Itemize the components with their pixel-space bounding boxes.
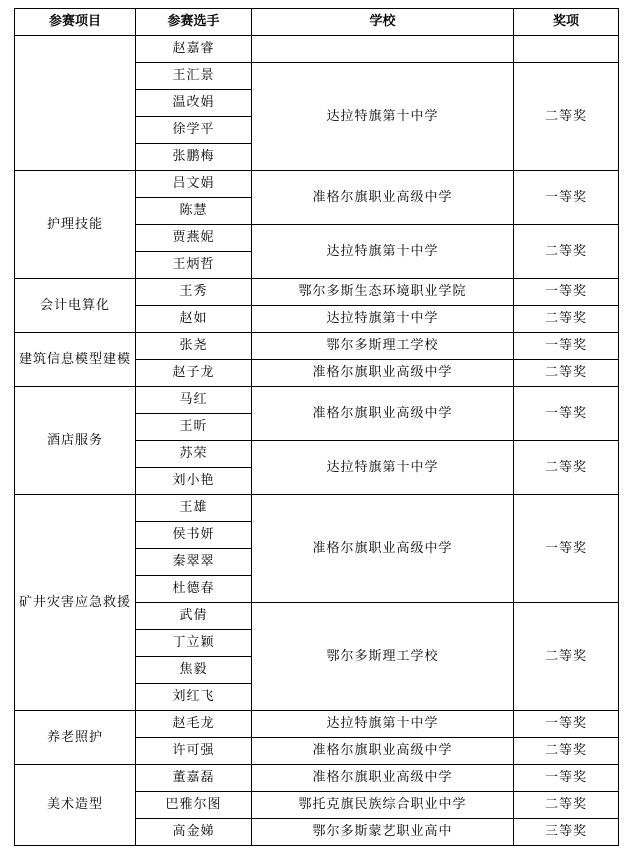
- award-cell: 一等奖: [514, 711, 619, 738]
- player-cell: 刘红飞: [136, 684, 252, 711]
- player-cell: 董嘉磊: [136, 765, 252, 792]
- school-cell: 达拉特旗第十中学: [252, 306, 514, 333]
- table-row: [15, 765, 619, 792]
- award-cell: 二等奖: [514, 360, 619, 387]
- event-cell: 养老照护: [15, 711, 136, 765]
- school-cell: 鄂尔多斯理工学校: [252, 603, 514, 711]
- award-cell: 二等奖: [514, 738, 619, 765]
- player-cell: 贾燕妮: [136, 225, 252, 252]
- player-cell: 杜德春: [136, 576, 252, 603]
- player-cell: 吕文娟: [136, 171, 252, 198]
- player-cell: 赵如: [136, 306, 252, 333]
- table-row: [15, 333, 619, 360]
- award-cell: 二等奖: [514, 63, 619, 171]
- player-cell: 王秀: [136, 279, 252, 306]
- header-school: 学校: [252, 9, 514, 36]
- player-cell: 丁立颖: [136, 630, 252, 657]
- player-cell: 武倩: [136, 603, 252, 630]
- award-cell: 一等奖: [514, 765, 619, 792]
- table-row: [15, 171, 619, 198]
- player-cell: 徐学平: [136, 117, 252, 144]
- award-cell: 一等奖: [514, 387, 619, 441]
- award-cell: 二等奖: [514, 441, 619, 495]
- school-cell: 准格尔旗职业高级中学: [252, 360, 514, 387]
- school-cell: 达拉特旗第十中学: [252, 711, 514, 738]
- school-cell: [252, 36, 514, 63]
- award-cell: 二等奖: [514, 792, 619, 819]
- player-cell: 王汇景: [136, 63, 252, 90]
- award-cell: 一等奖: [514, 333, 619, 360]
- player-cell: 许可强: [136, 738, 252, 765]
- header-event: 参赛项目: [15, 9, 136, 36]
- player-cell: 王炳哲: [136, 252, 252, 279]
- player-cell: 赵嘉睿: [136, 36, 252, 63]
- school-cell: 达拉特旗第十中学: [252, 225, 514, 279]
- table-row: [15, 36, 619, 63]
- school-cell: 鄂尔多斯生态环境职业学院: [252, 279, 514, 306]
- player-cell: 焦毅: [136, 657, 252, 684]
- table-row: [15, 495, 619, 522]
- event-cell: 美术造型: [15, 765, 136, 846]
- school-cell: 达拉特旗第十中学: [252, 63, 514, 171]
- player-cell: 赵毛龙: [136, 711, 252, 738]
- award-cell: 一等奖: [514, 171, 619, 225]
- player-cell: 侯书妍: [136, 522, 252, 549]
- event-cell: 酒店服务: [15, 387, 136, 495]
- player-cell: 温改娟: [136, 90, 252, 117]
- school-cell: 鄂尔多斯理工学校: [252, 333, 514, 360]
- player-cell: 张尧: [136, 333, 252, 360]
- results-table: [14, 8, 619, 846]
- school-cell: 达拉特旗第十中学: [252, 441, 514, 495]
- award-cell: [514, 36, 619, 63]
- award-cell: 三等奖: [514, 819, 619, 846]
- award-cell: 二等奖: [514, 603, 619, 711]
- player-cell: 王昕: [136, 414, 252, 441]
- school-cell: 鄂托克旗民族综合职业中学: [252, 792, 514, 819]
- player-cell: 张鹏梅: [136, 144, 252, 171]
- player-cell: 高金娣: [136, 819, 252, 846]
- school-cell: 准格尔旗职业高级中学: [252, 765, 514, 792]
- school-cell: 准格尔旗职业高级中学: [252, 495, 514, 603]
- header-row: [15, 9, 619, 36]
- header-award: 奖项: [514, 9, 619, 36]
- player-cell: 赵子龙: [136, 360, 252, 387]
- event-cell: 建筑信息模型建模: [15, 333, 136, 387]
- header-player: 参赛选手: [136, 9, 252, 36]
- school-cell: 准格尔旗职业高级中学: [252, 738, 514, 765]
- award-cell: 二等奖: [514, 225, 619, 279]
- table-row: [15, 279, 619, 306]
- school-cell: 准格尔旗职业高级中学: [252, 171, 514, 225]
- player-cell: 刘小艳: [136, 468, 252, 495]
- table-row: [15, 387, 619, 414]
- event-cell: [15, 36, 136, 171]
- player-cell: 秦翠翠: [136, 549, 252, 576]
- award-cell: 二等奖: [514, 306, 619, 333]
- event-cell: 护理技能: [15, 171, 136, 279]
- player-cell: 巴雅尔图: [136, 792, 252, 819]
- school-cell: 鄂尔多斯蒙艺职业高中: [252, 819, 514, 846]
- player-cell: 马红: [136, 387, 252, 414]
- event-cell: 矿井灾害应急救援: [15, 495, 136, 711]
- award-cell: 一等奖: [514, 279, 619, 306]
- player-cell: 苏荣: [136, 441, 252, 468]
- player-cell: 王雄: [136, 495, 252, 522]
- school-cell: 准格尔旗职业高级中学: [252, 387, 514, 441]
- table-row: [15, 711, 619, 738]
- award-cell: 一等奖: [514, 495, 619, 603]
- player-cell: 陈慧: [136, 198, 252, 225]
- event-cell: 会计电算化: [15, 279, 136, 333]
